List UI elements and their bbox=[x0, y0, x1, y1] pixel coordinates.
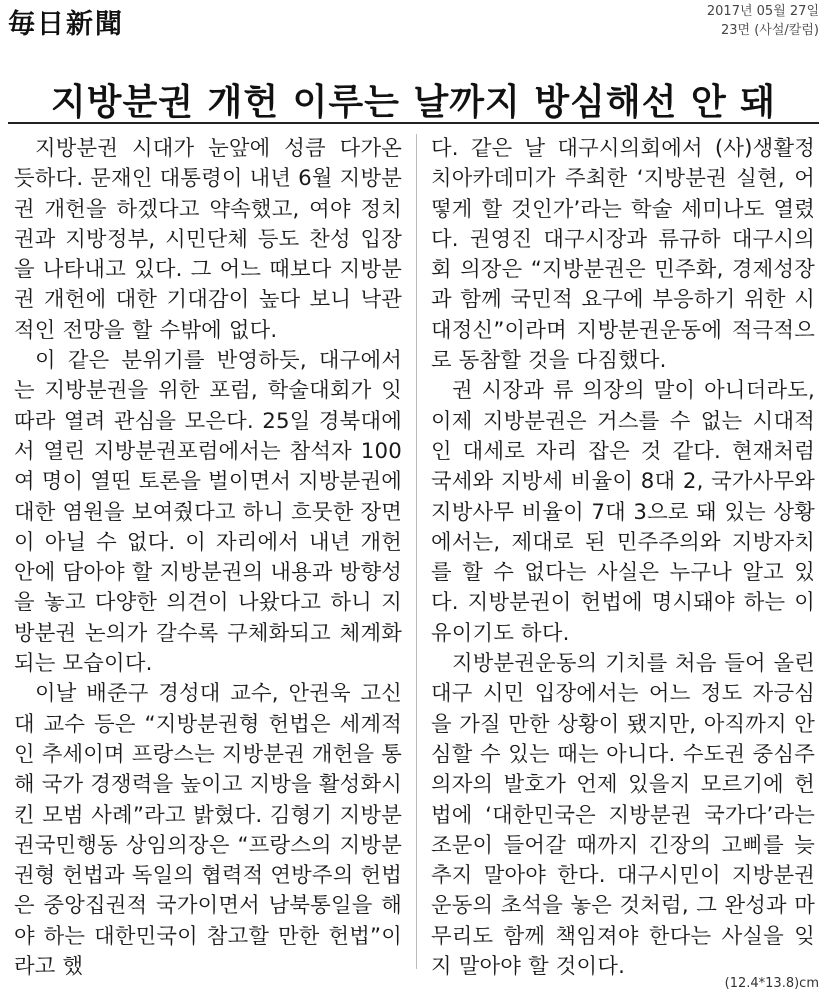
page-section: 23면 (사설/칼럼) bbox=[721, 23, 819, 38]
paragraph: 권 시장과 류 의장의 말이 아니더라도, 이제 지방분권은 거스를 수 없는 시대적인 대세로 자리 잡은 것 같다. 현재처럼 국세와 지방세 비율이 8대 2, 국가사무와 지방사무 비율이 7대 3으로 돼 있는 상황에서는, 제대로 된 민주주의와 지방자치를 할 수 없다는 사실은 누구나 알고 있다. 지방분권이 헌법에 명시돼야 하는 이유이기도 하다. bbox=[431, 378, 815, 646]
article-headline: 지방분권 개헌 이루는 날까지 방심해선 안 돼 bbox=[50, 82, 777, 124]
publication-date: 2017년 05월 27일 bbox=[706, 4, 819, 19]
masthead-logo: 毎日新聞 bbox=[8, 9, 124, 40]
right-column bbox=[431, 134, 815, 982]
column-divider bbox=[416, 134, 417, 969]
paragraph: 지방분권운동의 기치를 처음 들어 올린 대구 시민 입장에서는 어느 정도 자긍심을 가질 만한 상황이 됐지만, 아직까지 안심할 수 있는 때는 아니다. 수도권 중심주의자의 발호가 언제 있을지 모르기에 헌법에 ‘대한민국은 지방분권 국가다’라는 조문이 들어갈 때까지 긴장의 고삐를 늦추지 말아야 한다. 대구시민이 지방분권운동의 초석을 놓은 것처럼, 그 완성과 마무리도 함께 책임져야 한다는 사실을 잊지 말아야 할 것이다. bbox=[431, 651, 815, 980]
clipping-size-note: (12.4*13.8)cm bbox=[724, 976, 819, 991]
headline-rule bbox=[8, 122, 819, 124]
article-meta bbox=[707, 2, 819, 40]
paragraph: 이 같은 분위기를 반영하듯, 대구에서는 지방분권을 위한 포럼, 학술대회가 잇따라 열려 관심을 모은다. 25일 경북대에서 열린 지방분권포럼에서는 참석자 100여 명이 열띤 토론을 벌이면서 지방분권에 대한 염원을 보여줬다고 하니 흐뭇한 장면이 아닐 수 없다. 이 자리에서 내년 개헌안에 담아야 할 지방분권의 내용과 방향성을 놓고 다양한 의견이 나왔다고 하니 지방분권 논의가 갈수록 구체화되고 체계화되는 모습이다. bbox=[14, 348, 402, 677]
paragraph: 지방분권 시대가 눈앞에 성큼 다가온 듯하다. 문재인 대통령이 내년 6월 지방분권 개헌을 하겠다고 약속했고, 여야 정치권과 지방정부, 시민단체 등도 찬성 입장을 나타내고 있다. 그 어느 때보다 지방분권 개헌에 대한 기대감이 높다 보니 낙관적인 전망을 할 수밖에 없다. bbox=[14, 136, 402, 343]
paragraph-continuation: 다. 같은 날 대구시의회에서 (사)생활정치아카데미가 주최한 ‘지방분권 실현, 어떻게 할 것인가’라는 학술 세미나도 열렸다. 권영진 대구시장과 류규하 대구시의회 의장은 “지방분권은 민주화, 경제성장과 함께 국민적 요구에 부응하기 위한 시대정신”이라며 지방분권운동에 적극적으로 동참할 것을 다짐했다. bbox=[431, 136, 815, 374]
paragraph: 이날 배준구 경성대 교수, 안권욱 고신대 교수 등은 “지방분권형 헌법은 세계적인 추세이며 프랑스는 지방분권 개헌을 통해 국가 경쟁력을 높이고 지방을 활성화시킨 모범 사례”라고 밝혔다. 김형기 지방분권국민행동 상임의장은 “프랑스의 지방분권형 헌법과 독일의 협력적 연방주의 헌법은 중앙집권적 국가이면서 남북통일을 해야 하는 대한민국이 참고할 만한 헌법”이라고 했 bbox=[14, 681, 402, 980]
left-column bbox=[14, 134, 402, 982]
